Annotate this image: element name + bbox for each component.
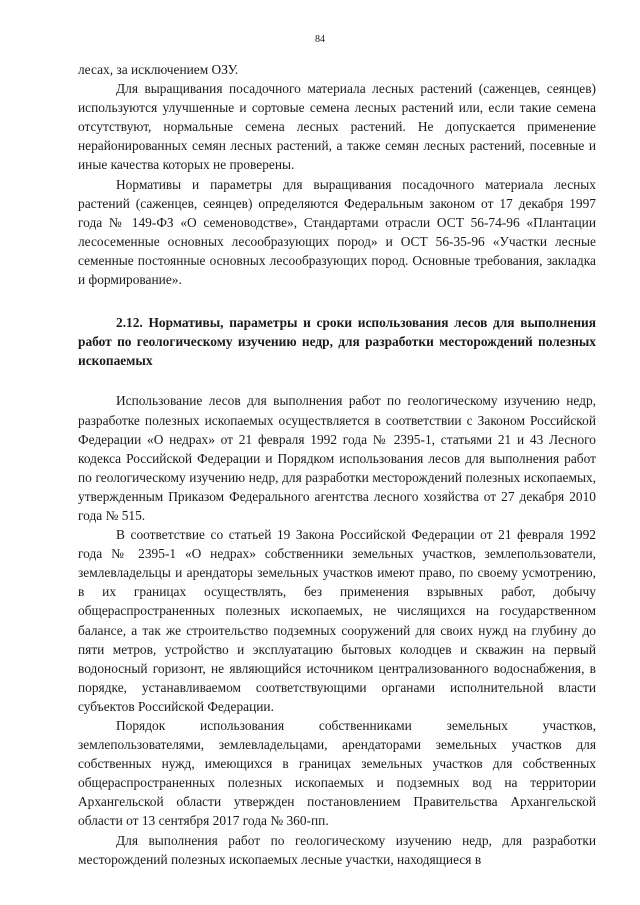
document-body bbox=[78, 60, 596, 869]
paragraph-usage-order: Порядок использования собственниками земельных участков, землепользователями, землевладельцами, арендаторами земельных участков для собственных нужд, имеющихся в границах земельных участков для собственных общераспространенных полезных ископаемых и подземных вод на территории Архангельской области утвержден постановлением Правительства Архангельской области от 13 сентября 2017 года № 360-пп. bbox=[78, 718, 596, 829]
paragraph-seed-material: Для выращивания посадочного материала лесных растений (саженцев, сеянцев) используются улучшенные и сортовые семена лесных растений или, если такие семена отсутствуют, нормальные семена лесных растений. Не допускается применение нерайонированных семян лесных растений, а также семян лесных растений, посевные и иные качества которых не проверены. bbox=[78, 81, 596, 173]
paragraph-seed-norms: Нормативы и параметры для выращивания посадочного материала лесных растений (саженцев, сеянцев) определяются Федеральным законом от 17 декабря 1997 года № 149-ФЗ «О семеноводстве», Стандартами отрасли ОСТ 56-74-96 «Плантации лесосеменные основных лесообразующих пород» и ОСТ 56-35-96 «Участки лесные семенные постоянные основных лесообразующих пород. Основные требования, закладка и формирование». bbox=[78, 176, 596, 288]
paragraph-article-19: В соответствие со статьей 19 Закона Российской Федерации от 21 февраля 1992 года № 2395-1 «О недрах» собственники земельных участков, землепользователи, землевладельцы и арендаторы земельных участков имеют право, по своему усмотрению, в их границах осуществлять, без применения взрывных работ, добычу общераспространенных полезных ископаемых, не числящихся на государственном балансе, а так же строительство подземных сооружений для своих нужд на глубину до пяти метров, устройство и эксплуатацию бытовых колодцев и скважин на первый водоносный горизонт, не являющийся источником централизованного водоснабжения, в порядке, устанавливаемом соответствующими органами исполнительной власти субъектов Российской Федерации. bbox=[78, 527, 596, 714]
paragraph-continuation: лесах, за исключением ОЗУ. bbox=[78, 62, 239, 77]
section-heading: 2.12. Нормативы, параметры и сроки использования лесов для выполнения работ по геологическому изучению недр, для разработки месторождений полезных ископаемых bbox=[78, 315, 596, 369]
page-number: 84 bbox=[315, 34, 325, 45]
paragraph-geology-use: Использование лесов для выполнения работ по геологическому изучению недр, разработке полезных ископаемых осуществляется в соответствии с Законом Российской Федерации «О недрах» от 21 февраля 1992 года № 2395-1, статьями 21 и 43 Лесного кодекса Российской Федерации и Порядком использования лесов для выполнения работ по геологическому изучению недр, для разработки месторождений полезных ископаемых, утвержденным Приказом Федерального агентства лесного хозяйства от 27 декабря 2010 года № 515. bbox=[78, 393, 596, 523]
paragraph-geology-works: Для выполнения работ по геологическому изучению недр, для разработки месторождений полезных ископаемых лесные участки, находящиеся в bbox=[78, 832, 596, 867]
